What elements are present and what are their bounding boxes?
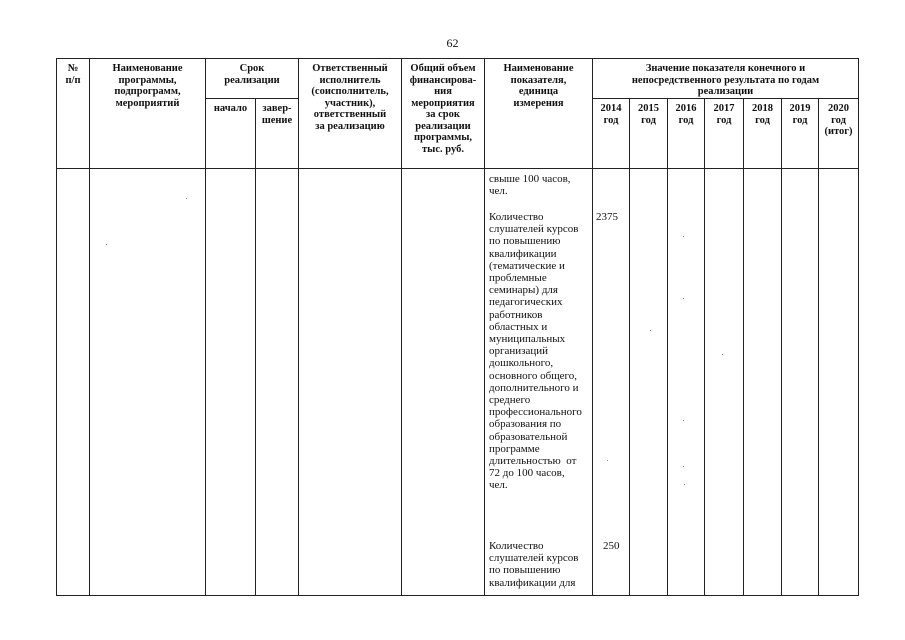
scan-speck [683,236,684,237]
col-border [743,98,744,596]
scan-speck [683,298,684,299]
header-values-group: Значение показателя конечного и непосредственного результата по годам реализации [631,63,820,97]
col-border [484,58,485,596]
col-border [255,98,256,596]
header-year-2016: 2016 год [675,103,697,126]
header-funding: Общий объем финансирова- ния мероприятия за срок реализации программы, тыс. руб. [409,63,477,155]
header-name: Наименование программы, подпрограмм, мероприятий [112,63,183,109]
scan-speck [722,354,723,355]
col-border [858,58,859,596]
header-term-end: завер- шение [261,103,293,126]
table-bottom-border [56,595,859,596]
row-indicator: Количество слушателей курсов по повышению квалификации (тематические и проблемные семинары) для педагогических работников областных и муниципальных организаций дошкольного, основного общего, дополнительного и среднего профессионального образования по образовательной программе длительностью от 72 до 100 часов, чел. [489,211,582,492]
header-num: № п/п [65,63,81,86]
scan-speck [186,198,187,199]
page-number: 62 [446,36,459,50]
subheader-line-term [205,98,298,99]
scan-speck [607,460,608,461]
header-year-2017: 2017 год [713,103,735,126]
col-border [592,58,593,596]
col-border [629,98,630,596]
col-border [704,98,705,596]
header-indicator: Наименование показателя, единица измерения [503,63,574,109]
table-top-border [56,58,859,59]
col-border [89,58,90,596]
scan-speck [683,466,684,467]
header-year-2014: 2014 год [600,103,622,126]
scan-speck [684,484,685,485]
header-responsible: Ответственный исполнитель (соисполнитель, участник), ответственный за реализацию [311,63,389,132]
col-border [781,98,782,596]
header-year-2015: 2015 год [638,103,659,126]
header-year-2019: 2019 год [789,103,811,126]
header-bottom-border [56,168,859,169]
header-term-start: начало [213,103,248,114]
col-border [298,58,299,596]
row-indicator: свыше 100 часов, чел. [489,173,571,198]
header-year-2018: 2018 год [752,103,773,126]
col-border [205,58,206,596]
row-value-2014: 250 [603,540,620,552]
row-value-2014: 2375 [596,211,618,223]
scan-speck [650,330,651,331]
scan-speck [683,420,684,421]
header-term: Срок реализации [224,63,280,86]
header-year-2020: 2020 год (итог) [824,103,853,137]
col-border [818,98,819,596]
scan-speck [106,244,107,245]
row-indicator: Количество слушателей курсов по повышению квалификации для [489,540,579,589]
col-border [56,58,57,596]
col-border [667,98,668,596]
